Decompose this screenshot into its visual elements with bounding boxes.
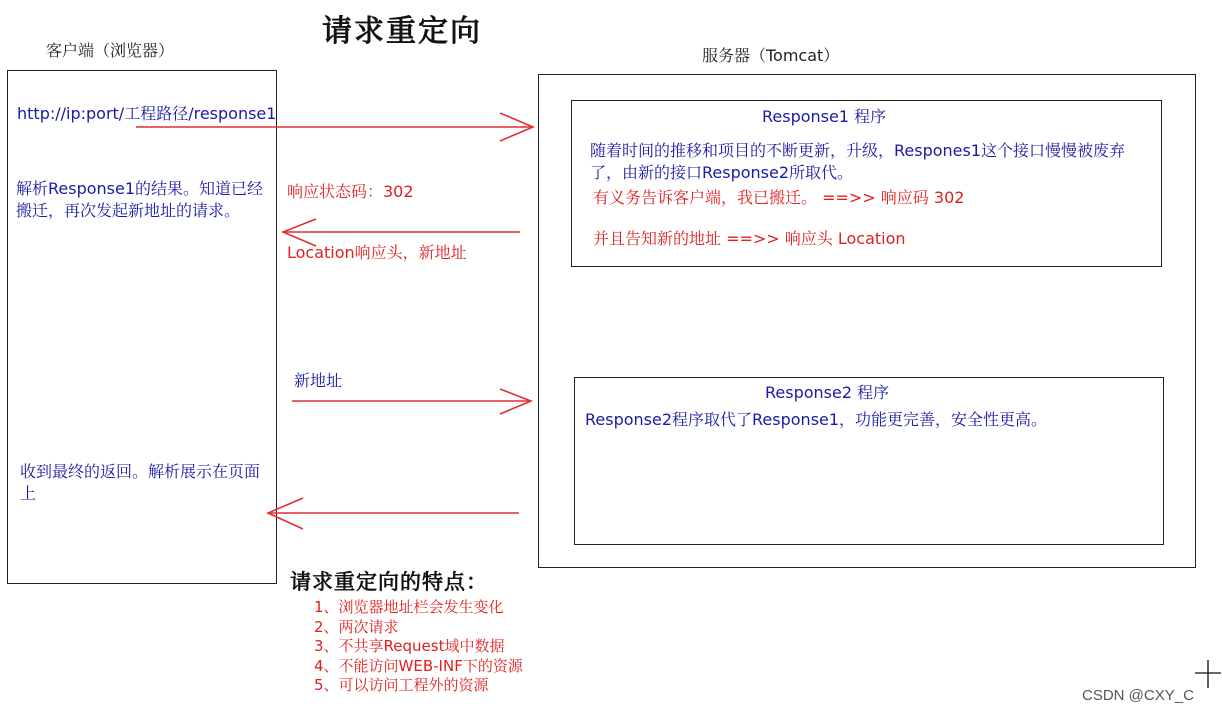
request2-arrow: [292, 389, 531, 414]
client-url: http://ip:port/工程路径/response1: [17, 104, 277, 123]
response2-title: Response2 程序: [765, 383, 890, 402]
server-label: 服务器（Tomcat）: [702, 46, 840, 65]
client-parse-text: 解析Response1的结果。知道已经搬迁，再次发起新地址的请求。: [16, 179, 264, 220]
response1-desc: 随着时间的推移和项目的不断更新，升级，Respones1这个接口慢慢被废弃了，由新的接口Response2所取代。: [590, 141, 1126, 182]
client-final-text: 收到最终的返回。解析展示在页面上: [20, 462, 261, 503]
response1-line2: 并且告知新的地址 ==>> 响应头 Location: [593, 229, 906, 248]
feature-item-4: 4、不能访问WEB-INF下的资源: [314, 656, 523, 675]
response1-line1: 有义务告诉客户端，我已搬迁。 ==>> 响应码 302: [593, 188, 965, 207]
client-label: 客户端（浏览器）: [46, 41, 175, 60]
features-list: [314, 598, 523, 696]
feature-item-5: 5、可以访问工程外的资源: [314, 676, 489, 694]
new-address-label: 新地址: [294, 371, 343, 390]
feature-item-1: 1、浏览器地址栏会发生变化: [314, 598, 504, 616]
location-label: Location响应头，新地址: [287, 243, 467, 262]
features-title: 请求重定向的特点：: [290, 570, 488, 594]
watermark: CSDN @CXY_C: [1082, 687, 1194, 704]
response2-desc: Response2程序取代了Response1，功能更完善，安全性更高。: [585, 410, 1048, 429]
response1-title: Response1 程序: [762, 107, 887, 126]
feature-item-3: 3、不共享Request域中数据: [314, 637, 505, 655]
crosshair-icon: [1195, 660, 1221, 688]
feature-item-2: 2、两次请求: [314, 617, 399, 636]
final-response-arrow: [268, 498, 519, 529]
status-code-label: 响应状态码：302: [287, 182, 414, 201]
page-title: 请求重定向: [322, 14, 482, 49]
